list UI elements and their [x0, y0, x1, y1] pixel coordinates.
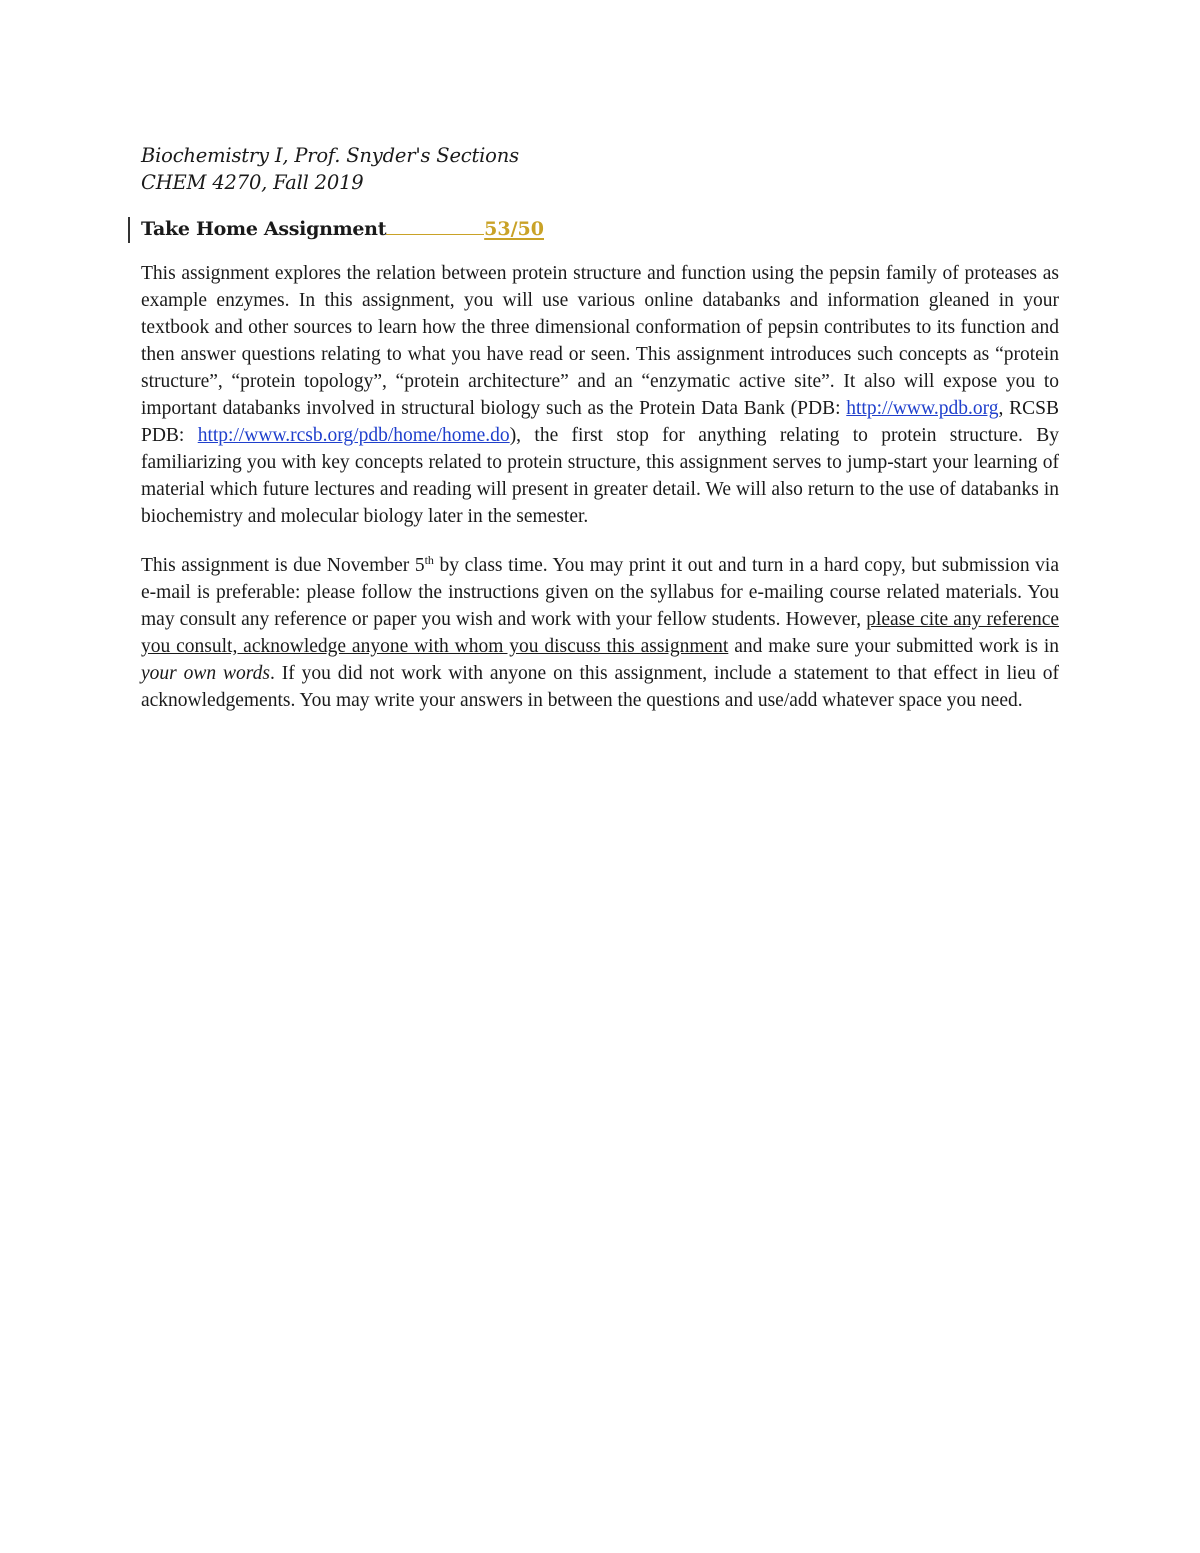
instructions-text-3: and make sure your submitted work is in: [728, 636, 1060, 657]
pdb-link[interactable]: http://www.pdb.org: [846, 398, 999, 419]
instructions-text-4: . If you did not work with anyone on this assignment, include a statement to that effect in lieu of acknowledgements. You may write your answers in between the questions and use/add whatever space you need.: [141, 663, 1059, 711]
score-blank-line: [386, 216, 484, 235]
course-line: Biochemistry I, Prof. Snyder's Sections: [141, 144, 519, 167]
rcsb-link[interactable]: http://www.rcsb.org/pdb/home/home.do: [197, 425, 510, 446]
ordinal-superscript: th: [424, 553, 434, 567]
instructions-paragraph: [141, 552, 1059, 714]
intro-paragraph: [141, 260, 1059, 530]
instructions-text-1: This assignment is due November 5: [141, 555, 425, 576]
document-body: [141, 142, 1059, 714]
instructions-text-2: by class time. You may print it out and turn in a hard copy, but submission via e-mail is preferable: please follow the instructions given on the syllabus for e-mailing course related materials. You may consult any reference or paper you wish and work with your fellow students. However,: [141, 555, 1060, 630]
intro-text-3: ), the first stop for anything relating to protein structure. By familiarizing you with key concepts related to protein structure, this assignment serves to jump-start your learning of material which future lectures and reading will present in greater detail. We will also return to the use of databanks in biochemistry and molecular biology later in the semester.: [141, 425, 1059, 527]
term-line: CHEM 4270, Fall 2019: [141, 171, 364, 194]
intro-text-1: This assignment explores the relation between protein structure and function using the pepsin family of proteases as example enzymes. In this assignment, you will use various online databanks and information gleaned in your textbook and other sources to learn how the three dimensional conformation of pepsin contributes to its function and then answer questions relating to what you have read or seen. This assignment introduces such concepts as “protein structure”, “protein topology”, “protein architecture” and an “enzymatic active site”. It also will expose you to important databanks involved in structural biology such as the Protein Data Bank (PDB:: [141, 263, 1059, 419]
own-words-emphasis: your own words: [141, 663, 270, 684]
citation-requirement: please cite any reference you consult, acknowledge anyone with whom you discuss this assignment: [141, 609, 1060, 657]
assignment-title-row: [141, 213, 1059, 245]
intro-text-2: , RCSB PDB:: [141, 398, 1059, 446]
change-bar-marker: [128, 217, 130, 243]
score-value: 53/50: [484, 218, 544, 240]
assignment-title: Take Home Assignment: [141, 218, 387, 240]
